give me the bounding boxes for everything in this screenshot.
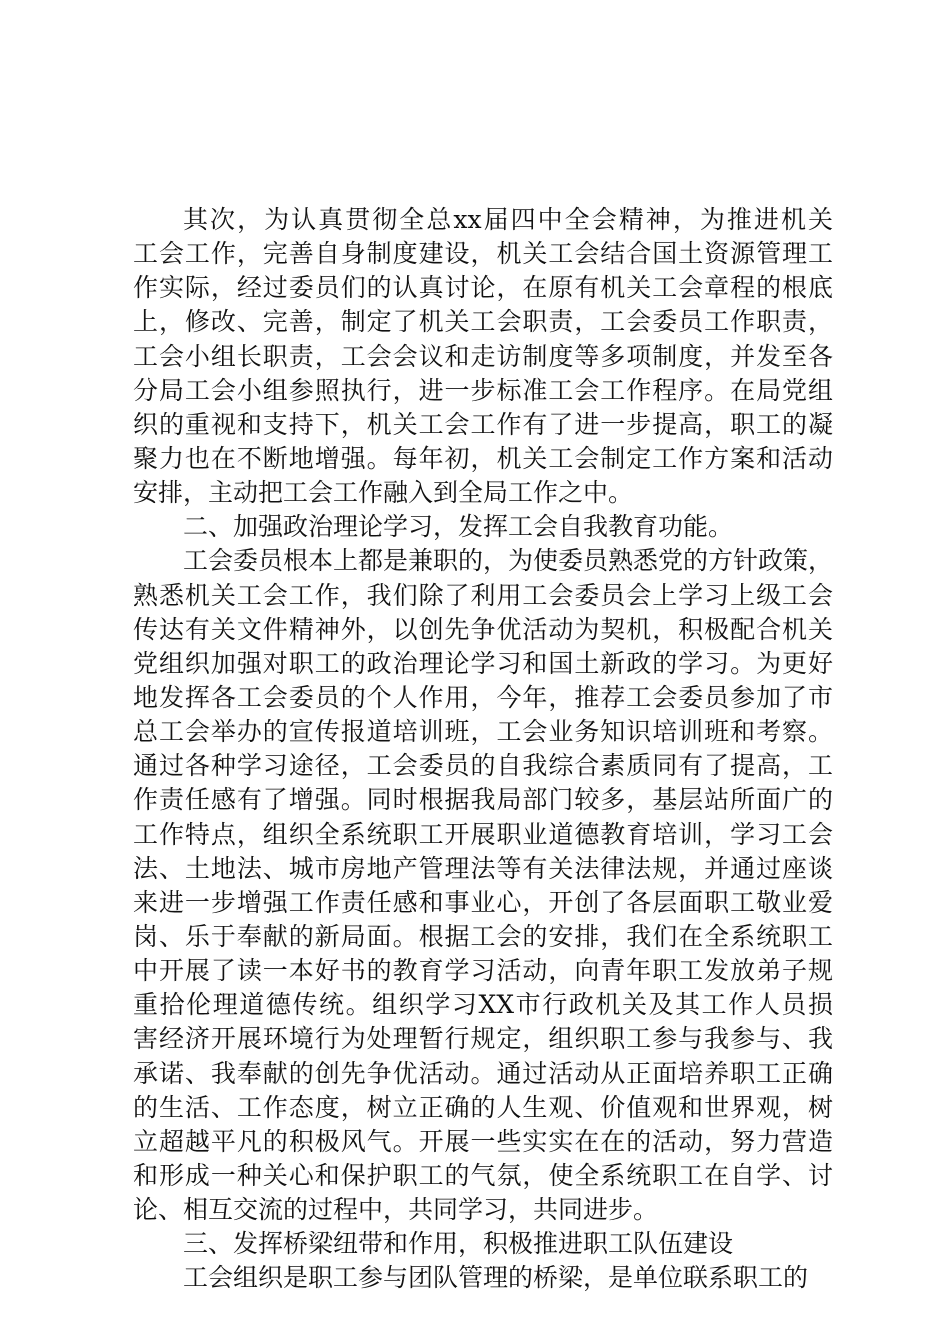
paragraph-line: 其次，为认真贯彻全总xx届四中全会精神，为推进机关 xyxy=(183,205,833,234)
paragraph-line: 党组织加强对职工的政治理论学习和国土新政的学习。为更好 xyxy=(133,648,833,678)
paragraph-line: 来进一步增强工作责任感和事业心，开创了各层面职工敬业爱 xyxy=(133,887,833,917)
paragraph-line: 作实际，经过委员们的认真讨论，在原有机关工会章程的根底 xyxy=(133,273,833,303)
paragraph-line: 的生活、工作态度，树立正确的人生观、价值观和世界观，树 xyxy=(133,1092,833,1122)
paragraph-line: 论、相互交流的过程中，共同学习，共同进步。 xyxy=(133,1195,659,1225)
paragraph-line: 安排，主动把工会工作融入到全局工作之中。 xyxy=(133,478,634,508)
paragraph-line: 熟悉机关工会工作，我们除了利用工会委员会上学习上级工会 xyxy=(133,580,833,610)
document-body xyxy=(133,203,833,1296)
paragraph-line: 工会组织是职工参与团队管理的桥梁，是单位联系职工的 xyxy=(183,1263,809,1293)
paragraph-line: 上，修改、完善，制定了机关工会职责，工会委员工作职责， xyxy=(133,307,833,337)
paragraph-line: 和形成一种关心和保护职工的气氛，使全系统职工在自学、讨 xyxy=(133,1160,833,1190)
paragraph-line: 岗、乐于奉献的新局面。根据工会的安排，我们在全系统职工 xyxy=(133,921,833,951)
paragraph-line: 中开展了读一本好书的教育学习活动，向青年职工发放弟子规 xyxy=(133,956,833,986)
paragraph-line: 承诺、我奉献的创先争优活动。通过活动从正面培养职工正确 xyxy=(133,1058,833,1088)
paragraph-line: 分局工会小组参照执行，进一步标准工会工作程序。在局党组 xyxy=(133,375,833,405)
paragraph-line: 通过各种学习途径，工会委员的自我综合素质同有了提高，工 xyxy=(133,751,833,781)
paragraph-line: 工会委员根本上都是兼职的，为使委员熟悉党的方针政策， xyxy=(183,546,834,576)
paragraph-line: 作责任感有了增强。同时根据我局部门较多，基层站所面广的 xyxy=(133,785,833,815)
paragraph-line: 害经济开展环境行为处理暂行规定，组织职工参与我参与、我 xyxy=(133,1024,833,1054)
paragraph-line: 聚力也在不断地增强。每年初，机关工会制定工作方案和活动 xyxy=(133,443,833,473)
paragraph-line: 工会小组长职责，工会会议和走访制度等多项制度，并发至各 xyxy=(133,341,833,371)
section-heading: 二、加强政治理论学习，发挥工会自我教育功能。 xyxy=(183,512,734,542)
paragraph-line: 工会工作，完善自身制度建设，机关工会结合国土资源管理工 xyxy=(133,239,833,269)
paragraph-line: 总工会举办的宣传报道培训班，工会业务知识培训班和考察。 xyxy=(133,717,833,747)
paragraph-line: 传达有关文件精神外，以创先争优活动为契机，积极配合机关 xyxy=(133,614,833,644)
paragraph-line: 重拾伦理道德传统。组织学习XX市行政机关及其工作人员损 xyxy=(133,990,833,1020)
paragraph-line: 法、土地法、城市房地产管理法等有关法律法规，并通过座谈 xyxy=(133,853,833,883)
paragraph-line: 工作特点，组织全系统职工开展职业道德教育培训，学习工会 xyxy=(133,819,833,849)
paragraph-line: 织的重视和支持下，机关工会工作有了进一步提高，职工的凝 xyxy=(133,409,833,439)
paragraph-line: 立超越平凡的积极风气。开展一些实实在在的活动，努力营造 xyxy=(133,1126,833,1156)
section-heading: 三、发挥桥梁纽带和作用，积极推进职工队伍建设 xyxy=(183,1229,734,1259)
paragraph-line: 地发挥各工会委员的个人作用，今年，推荐工会委员参加了市 xyxy=(133,682,833,712)
